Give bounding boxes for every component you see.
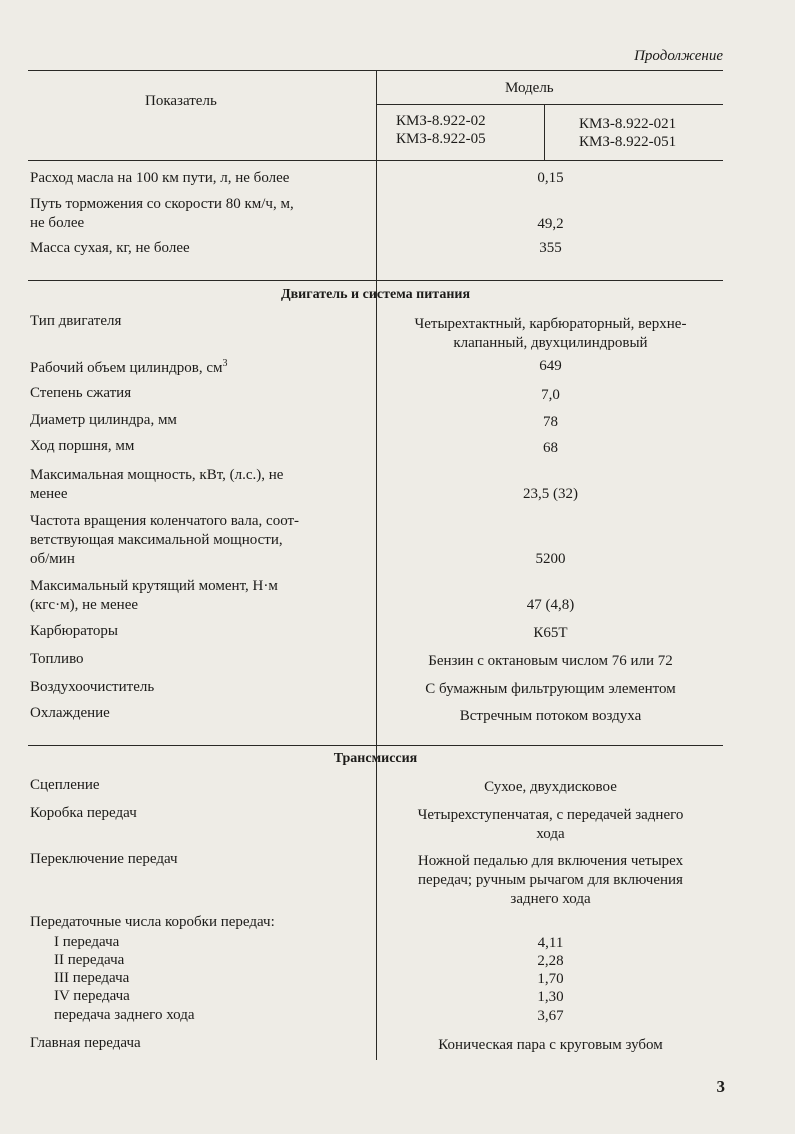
crank-speed-value: 5200 [535, 551, 566, 567]
gear-shifting-label: Переключение передач [30, 851, 178, 867]
gear-1-value: 4,11 [537, 935, 564, 951]
cooling-value: Встречным потоком воздуха [459, 708, 642, 724]
braking-distance-value: 49,2 [537, 216, 564, 232]
displacement-label: Рабочий объем цилиндров, $см^3$ [30, 358, 228, 376]
gearbox-value: Четырехступенчатая, с передачей заднего хода [417, 807, 684, 842]
engine-type-value: Четырехтактный, карбюраторный, верхне- клапанный, двухцилиндровый [414, 316, 687, 351]
gear-3-value: 1,70 [537, 971, 564, 987]
engine-type-label: Тип двигателя [30, 313, 122, 329]
max-power-value: 23,5 (32) [523, 486, 578, 502]
model-a-2: КМЗ-8.922-05 [396, 131, 486, 147]
max-torque-value: 47 (4,8) [526, 597, 575, 613]
fuel-label: Топливо [30, 651, 84, 667]
bore-value: 78 [543, 414, 558, 430]
gear-2-label: II передача [54, 952, 125, 968]
gear-1-label: I передача [54, 934, 120, 950]
gear-shifting-value: Ножной педалью для включения четырех передач; ручным рычагом для включения заднего хода [417, 853, 684, 907]
final-drive-label: Главная передача [30, 1035, 141, 1051]
model-b-2: КМЗ-8.922-051 [579, 134, 677, 150]
cooling-label: Охлаждение [30, 705, 110, 721]
reverse-gear-value: 3,67 [537, 1008, 564, 1024]
dry-mass-label: Масса сухая, кг, не более [30, 240, 190, 256]
model-b-1: КМЗ-8.922-021 [579, 116, 677, 132]
stroke-value: 68 [543, 440, 558, 456]
final-drive-value: Коническая пара с круговым зубом [438, 1037, 663, 1053]
page-number: 3 [716, 1077, 725, 1096]
model-subcolumn-divider [544, 104, 545, 160]
model-header-rule [377, 104, 723, 105]
compression-ratio-value: 7,0 [541, 387, 560, 403]
gear-3-label: III передача [54, 970, 130, 986]
crank-speed-label: Частота вращения коленчатого вала, соот- ветствующая максимальной мощности, об/мин [30, 513, 300, 567]
gear-4-value: 1,30 [537, 989, 564, 1005]
fuel-value: Бензин с октановым числом 76 или 72 [428, 653, 673, 669]
gear-4-label: IV передача [54, 988, 130, 1004]
displacement-value: 649 [539, 358, 562, 374]
gearbox-label: Коробка передач [30, 805, 137, 821]
reverse-gear-label: передача заднего хода [54, 1007, 195, 1023]
dry-mass-value: 355 [539, 240, 562, 256]
air-cleaner-value: С бумажным фильтрующим элементом [425, 681, 676, 697]
max-power-label: Максимальная мощность, кВт, (л.с.), не менее [30, 467, 284, 502]
compression-ratio-label: Степень сжатия [30, 385, 132, 401]
continuation-label: Продолжение [634, 48, 723, 64]
braking-distance-label: Путь торможения со скорости 80 км/ч, м, не более [30, 196, 294, 231]
gear-ratios-title: Передаточные числа коробки передач: [30, 914, 275, 930]
transmission-section-rule [28, 745, 723, 746]
bore-label: Диаметр цилиндра, мм [30, 412, 177, 428]
engine-section-rule [28, 280, 723, 281]
max-torque-label: Максимальный крутящий момент, Н·м (кгс·м), не менее [30, 578, 278, 613]
air-cleaner-label: Воздухоочиститель [30, 679, 155, 695]
model-header: Модель [505, 80, 554, 96]
column-divider [376, 70, 377, 1060]
carburettors-value: К65Т [533, 625, 568, 641]
clutch-label: Сцепление [30, 777, 100, 793]
gear-2-value: 2,28 [537, 953, 564, 969]
engine-section-title: Двигатель и система питания [280, 287, 471, 302]
model-a-1: КМЗ-8.922-02 [396, 113, 486, 129]
stroke-label: Ход поршня, мм [30, 438, 135, 454]
clutch-value: Сухое, двухдисковое [484, 779, 617, 795]
transmission-section-title: Трансмиссия [333, 751, 418, 766]
indicator-header: Показатель [145, 93, 217, 109]
carburettors-label: Карбюраторы [30, 623, 119, 639]
oil-consumption-label: Расход масла на 100 км пути, л, не более [30, 170, 290, 186]
oil-consumption-value: 0,15 [537, 170, 564, 186]
